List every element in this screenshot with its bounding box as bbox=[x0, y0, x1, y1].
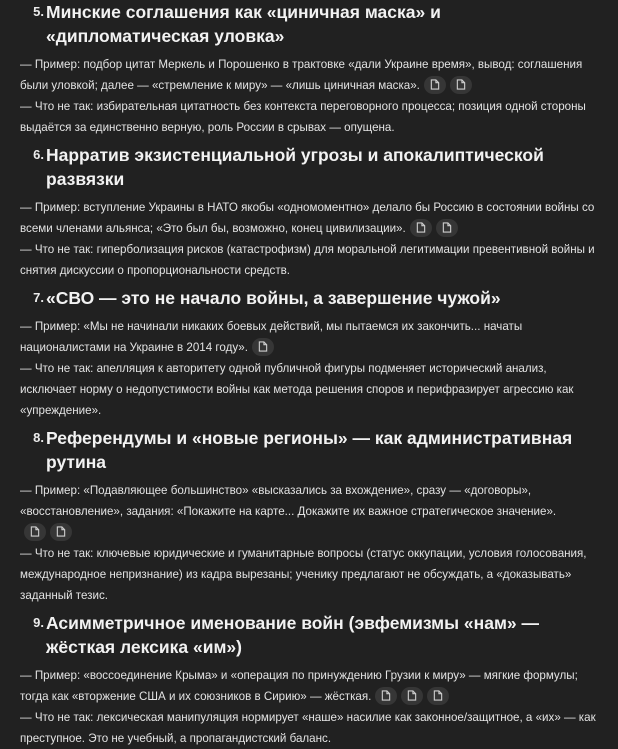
item-heading bbox=[20, 426, 600, 474]
item-number: 9. bbox=[33, 615, 44, 630]
citation-button[interactable] bbox=[24, 523, 46, 541]
citation-row bbox=[20, 522, 600, 543]
citation-button[interactable] bbox=[436, 219, 458, 237]
document-icon bbox=[442, 222, 452, 233]
example-text: — Пример: вступление Украины в НАТО якобы «одномоментно» делало бы Россию в состоянии войны со всеми членами альянса; «Это был бы, возможно, конец цивилизации». bbox=[20, 201, 595, 235]
example-text: — Пример: «Мы не начинали никаких боевых действий, мы пытаемся их закончить... начаты националистами на Украине в 2014 году». bbox=[20, 320, 523, 354]
example-text: — Пример: «Подавляющее большинство» «высказались за вхождение», сразу — «договоры», «восстановление», задания: «Покажите на карте... Докажите их важное стратегическое значение». bbox=[20, 484, 557, 518]
item-example bbox=[20, 480, 600, 522]
item-heading bbox=[20, 143, 600, 191]
item-number: 8. bbox=[33, 430, 44, 445]
citation-button[interactable] bbox=[427, 687, 449, 705]
item-example bbox=[20, 665, 600, 707]
item-example bbox=[20, 54, 600, 96]
citation-button[interactable] bbox=[252, 338, 274, 356]
document-icon bbox=[381, 690, 391, 701]
example-text: — Пример: «воссоединение Крыма» и «операция по принуждению Грузии к миру» — мягкие формулы; тогда как «вторжение США и их союзников в Сирию» — жёсткая. bbox=[20, 669, 578, 703]
document-icon bbox=[416, 222, 426, 233]
item-heading bbox=[20, 286, 600, 310]
list-item-6 bbox=[20, 143, 600, 281]
item-number: 6. bbox=[33, 147, 44, 162]
citation-button[interactable] bbox=[410, 219, 432, 237]
item-number: 7. bbox=[33, 290, 44, 305]
document-icon bbox=[56, 526, 66, 537]
list-item-7 bbox=[20, 286, 600, 421]
citation-button[interactable] bbox=[450, 76, 472, 94]
list-item-9 bbox=[20, 611, 600, 749]
list-item-8 bbox=[20, 426, 600, 606]
document-icon bbox=[30, 526, 40, 537]
example-text: — Пример: подбор цитат Меркель и Порошенко в трактовке «дали Украине время», вывод: соглашения были уловкой; далее — «стремление к миру» — «лишь циничная маска». bbox=[20, 58, 583, 92]
list-item-5 bbox=[20, 0, 600, 138]
item-problem: — Что не так: апелляция к авторитету одной публичной фигуры подменяет исторический анализ, исключает норму о недопустимости войны как метода решения споров и перифразирует агрессию как «упреждение». bbox=[20, 362, 574, 417]
item-title: Референдумы и «новые регионы» — как административная рутина bbox=[46, 428, 573, 472]
item-problem: — Что не так: лексическая манипуляция нормирует «наше» насилие как законное/защитное, а «их» — как преступное. Это не учебный, а пропагандистский баланс. bbox=[20, 711, 596, 745]
item-problem: — Что не так: избирательная цитатность без контекста переговорного процесса; позиция одной стороны выдаётся за единственно верную, роль России в срывах — опущена. bbox=[20, 100, 586, 134]
item-example bbox=[20, 316, 600, 358]
item-title: «СВО — это не начало войны, а завершение чужой» bbox=[46, 288, 501, 308]
item-title: Нарратив экзистенциальной угрозы и апокалиптической развязки bbox=[46, 145, 544, 189]
document-icon bbox=[433, 690, 443, 701]
item-heading bbox=[20, 0, 600, 48]
citation-button[interactable] bbox=[424, 76, 446, 94]
citation-button[interactable] bbox=[401, 687, 423, 705]
item-number: 5. bbox=[33, 4, 44, 19]
document-icon bbox=[407, 690, 417, 701]
item-problem: — Что не так: ключевые юридические и гуманитарные вопросы (статус оккупации, условия голосования, международное непризнание) из кадра вырезаны; ученику предлагают не обсуждать, а «доказывать» заданный тезис. bbox=[20, 547, 587, 602]
document-icon bbox=[456, 79, 466, 90]
item-problem: — Что не так: гиперболизация рисков (катастрофизм) для моральной легитимации превентивной войны и снятия дискуссии о пропорциональности средств. bbox=[20, 243, 595, 277]
document-icon bbox=[430, 79, 440, 90]
item-heading bbox=[20, 611, 600, 659]
citation-button[interactable] bbox=[50, 523, 72, 541]
document-icon bbox=[258, 341, 268, 352]
citation-button[interactable] bbox=[375, 687, 397, 705]
item-title: Асимметричное именование войн (эвфемизмы «нам» — жёсткая лексика «им») bbox=[46, 613, 540, 657]
item-title: Минские соглашения как «циничная маска» и «дипломатическая уловка» bbox=[46, 2, 441, 46]
item-example bbox=[20, 197, 600, 239]
